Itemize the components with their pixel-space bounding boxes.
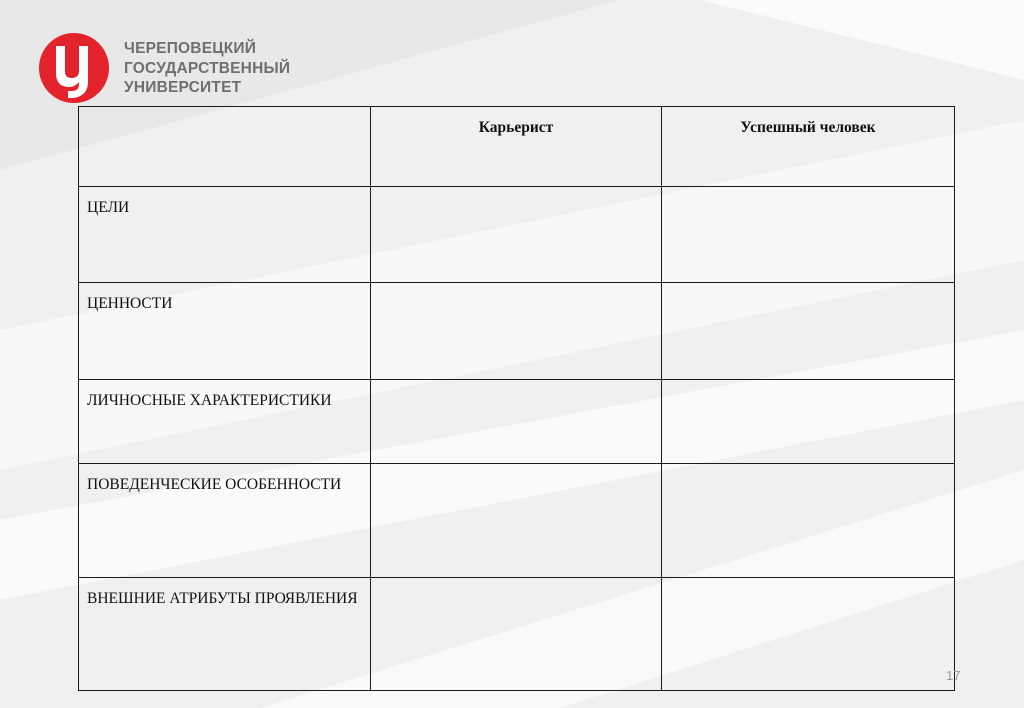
table-row: [79, 380, 955, 464]
row-label-goals: ЦЕЛИ: [79, 187, 371, 283]
university-name-line-2: ГОСУДАРСТВЕННЫЙ: [124, 59, 291, 77]
row-label-external-attributes: ВНЕШНИЕ АТРИБУТЫ ПРОЯВЛЕНИЯ: [79, 578, 371, 691]
table-row: [79, 283, 955, 380]
table-row: [79, 578, 955, 691]
table-cell: [371, 187, 662, 283]
table-cell: [662, 283, 955, 380]
table-cell: [371, 578, 662, 691]
university-name-line-1: ЧЕРЕПОВЕЦКИЙ: [124, 40, 257, 57]
row-label-personal-characteristics: ЛИЧНОСНЫЕ ХАРАКТЕРИСТИКИ: [79, 380, 371, 464]
row-label-values: ЦЕННОСТИ: [79, 283, 371, 380]
table-cell: [662, 187, 955, 283]
university-name: [124, 39, 290, 98]
comparison-table: [78, 106, 955, 691]
table-cell: [371, 283, 662, 380]
table-row: [79, 464, 955, 578]
header-careerist: Карьерист: [371, 107, 662, 187]
university-logo-icon: [34, 30, 114, 106]
table-cell: [662, 578, 955, 691]
header-successful-person: Успешный человек: [662, 107, 955, 187]
page-number: 17: [946, 668, 961, 683]
table-row: [79, 187, 955, 283]
row-label-behavioral-features: ПОВЕДЕНЧЕСКИЕ ОСОБЕННОСТИ: [79, 464, 371, 578]
table-cell: [662, 380, 955, 464]
header-cell-empty: [79, 107, 371, 187]
table-cell: [371, 380, 662, 464]
table-cell: [371, 464, 662, 578]
table-cell: [662, 464, 955, 578]
university-name-line-3: УНИВЕРСИТЕТ: [124, 79, 242, 96]
table-header-row: [79, 107, 955, 187]
